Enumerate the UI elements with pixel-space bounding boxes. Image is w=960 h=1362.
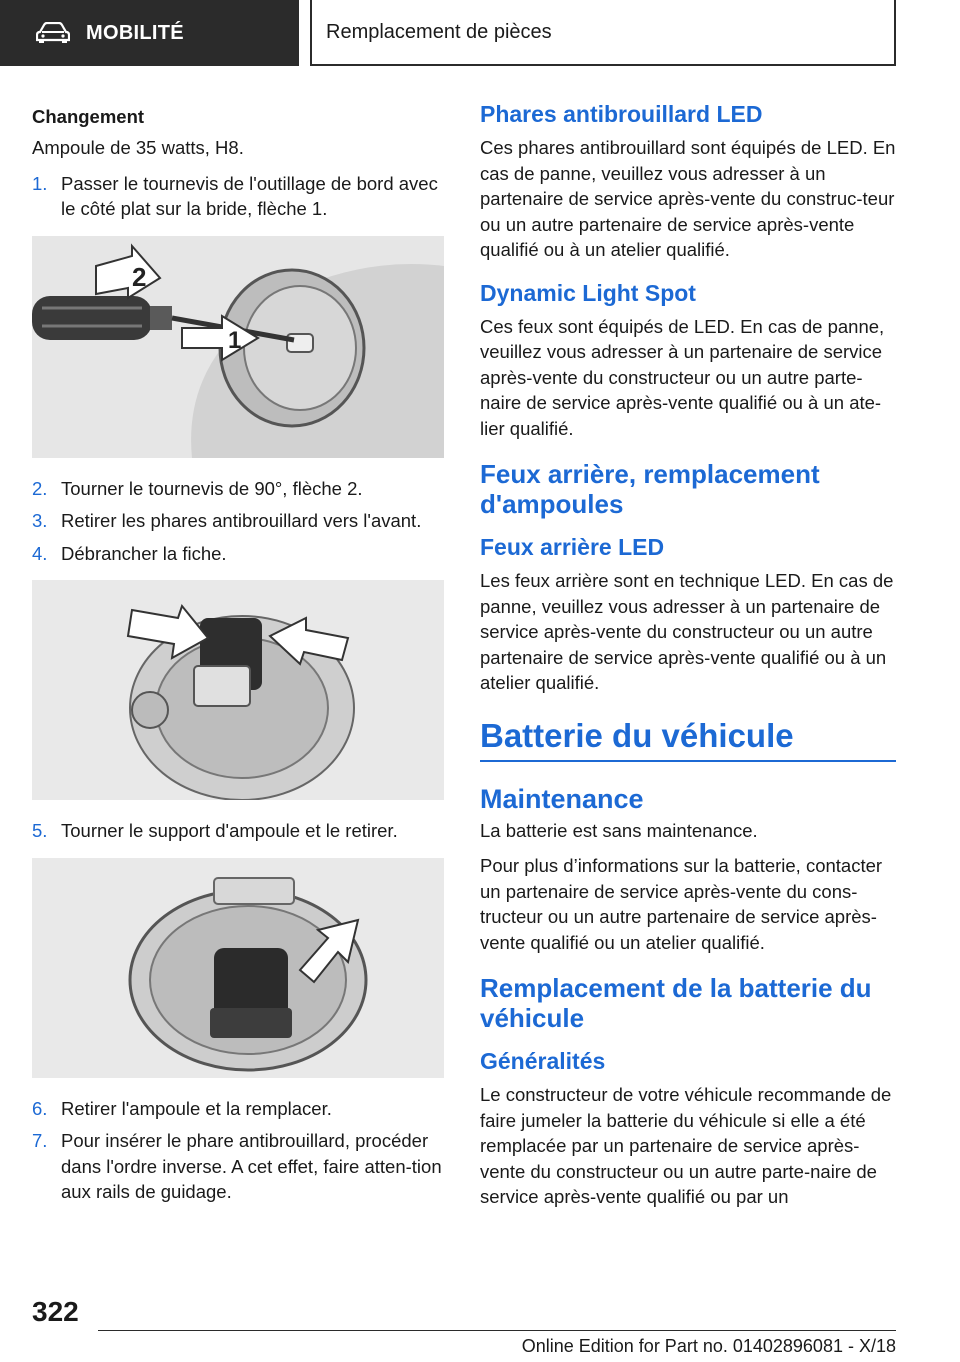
step-text: Tourner le support d'ampoule et le retirer. (61, 820, 398, 841)
step-text: Tourner le tournevis de 90°, flèche 2. (61, 477, 363, 499)
heading-rear-led: Feux arrière LED (480, 534, 665, 560)
dynamic-light-spot-text: Ces feux sont équipés de LED. En cas de panne, veuillez vous adresser à un partenaire de service après-vente du constructeur ou un autre parte‐naire de service après-vente qualifié ou à un ate‐lier qualifié. (480, 315, 885, 439)
fog-lights-text: Ces phares antibrouillard sont équipés de LED. En cas de panne, veuillez vous adresser à un partenaire de service après-vente du construc‐teur ou un autre partenaire de service après-vente qualifié ou à un atelier qualifié. (480, 137, 896, 260)
arrow-label-1: 1 (228, 326, 242, 354)
step-text: Retirer les phares antibrouillard vers l'avant. (61, 510, 422, 531)
step-number: 2. (32, 477, 48, 499)
right-column (480, 100, 896, 1220)
heading-fog-lights: Phares antibrouillard LED (480, 101, 763, 127)
arrow-label-2: 2 (132, 261, 147, 292)
heading-battery: Batterie du véhicule (480, 716, 794, 754)
intro-text: Ampoule de 35 watts, H8. (32, 137, 244, 158)
bulb-holder-illustration (32, 858, 444, 1078)
section-tab[interactable] (0, 0, 299, 66)
section-label: MOBILITÉ (86, 21, 184, 44)
figure-bulb-holder (32, 858, 444, 1078)
step-4 (32, 541, 444, 567)
footer-rule (98, 1330, 896, 1331)
heading-dynamic-light-spot: Dynamic Light Spot (480, 279, 696, 306)
step-text: Retirer l'ampoule et la remplacer. (61, 1097, 332, 1119)
footer-edition: Online Edition for Part no. 01402896081 - X/18 (521, 1336, 896, 1356)
step-number: 5. (32, 820, 48, 841)
chapter-tab[interactable] (310, 0, 896, 66)
heading-rear-lights: Feux arrière, remplacement d'ampoules (480, 459, 820, 519)
screwdriver-illustration (32, 236, 444, 458)
step-6 (32, 1096, 444, 1122)
maintenance-text-2: Pour plus d’informations sur la batterie, contacter un partenaire de service après-vente du cons‐tructeur ou un autre partenaire de service après-vente qualifié ou un atelier qualifié. (480, 855, 883, 953)
heading-battery-replacement: Remplacement de la batterie du véhicule (480, 973, 872, 1033)
heading-general: Généralités (480, 1048, 606, 1074)
step-3 (32, 508, 444, 534)
general-text: Le constructeur de votre véhicule recommande de faire jumeler la batterie du véhicule si elle a été remplacée par un partenaire de service après-vente du constructeur ou un autre parte‐naire de service après-vente qualifié ou par un (480, 1084, 892, 1207)
page-number: 322 (32, 1296, 79, 1327)
step-2 (32, 476, 444, 502)
subheading-changement: Changement (32, 106, 145, 127)
maintenance-text-1: La batterie est sans maintenance. (480, 819, 758, 841)
plug-illustration (32, 580, 444, 800)
car-icon (36, 22, 70, 44)
step-5 (32, 818, 444, 844)
step-1 (32, 171, 444, 222)
figure-plug (32, 580, 444, 800)
figure-screwdriver (32, 236, 444, 458)
step-text: Débrancher la fiche. (61, 542, 227, 564)
page-header (0, 0, 960, 66)
step-number: 6. (32, 1097, 48, 1119)
step-number: 1. (32, 172, 48, 194)
step-number: 4. (32, 542, 48, 564)
step-7 (32, 1128, 444, 1205)
step-number: 3. (32, 510, 48, 531)
battery-heading-rule (480, 760, 896, 762)
left-column (32, 100, 444, 1212)
rear-led-text: Les feux arrière sont en technique LED. En cas de panne, veuillez vous adresser à un partenaire de service après-vente du constructeur ou un autre partenaire de service après-vente qualifié ou à un atelier qualifié. (480, 570, 894, 693)
step-text: Pour insérer le phare antibrouillard, procéder dans l'ordre inverse. A cet effet, faire atten‐tion aux rails de guidage. (61, 1130, 442, 1202)
step-number: 7. (32, 1130, 48, 1151)
chapter-label: Remplacement de pièces (326, 20, 552, 43)
step-text: Passer le tournevis de l'outillage de bord avec le côté plat sur la bride, flèche 1. (61, 172, 438, 219)
heading-maintenance: Maintenance (480, 783, 644, 814)
